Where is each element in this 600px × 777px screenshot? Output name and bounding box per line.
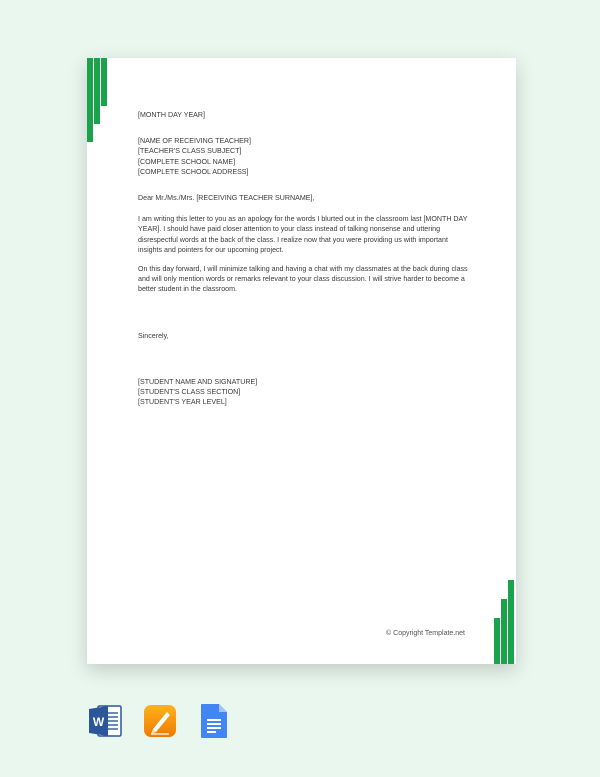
- signature-line: [STUDENT'S YEAR LEVEL]: [138, 398, 227, 407]
- decorative-bar: [494, 618, 500, 664]
- decorative-bar: [501, 599, 507, 664]
- svg-text:W: W: [92, 715, 105, 729]
- decorative-bar: [87, 58, 93, 142]
- paragraph: On this day forward, I will minimize talking and having a chat with my classmates at the back during class and will only mention words or remarks relevant to your class discussion. I will strive harder to become a better student in the classroom.: [138, 265, 468, 294]
- signature-line: [STUDENT'S CLASS SECTION]: [138, 388, 241, 397]
- pages-icon[interactable]: [142, 703, 178, 739]
- closing: Sincerely,: [138, 331, 169, 340]
- decorative-bar: [94, 58, 100, 124]
- word-icon[interactable]: [87, 703, 123, 739]
- salutation: Dear Mr./Ms./Mrs. [RECEIVING TEACHER SURNAME],: [138, 194, 315, 203]
- signature-line: [STUDENT NAME AND SIGNATURE]: [138, 377, 258, 386]
- paragraph: I am writing this letter to you as an apology for the words I blurted out in the classroom last [MONTH DAY YEAR]. I should have paid closer attention to your class instead of talking nonsense and uttering disrespectful words at the back of the class. I realize now that you were providing us with important insights and pointers for our upcoming project.: [138, 215, 468, 254]
- letter-date: [MONTH DAY YEAR]: [138, 111, 206, 119]
- letter-body: [138, 110, 468, 407]
- google-docs-icon[interactable]: [199, 703, 229, 739]
- decorative-bar: [508, 580, 514, 664]
- decorative-bar: [101, 58, 107, 106]
- recipient-line: [COMPLETE SCHOOL ADDRESS]: [138, 167, 249, 176]
- copyright-text: © Copyright Template.net: [386, 630, 465, 637]
- recipient-line: [NAME OF RECEIVING TEACHER]: [138, 137, 251, 146]
- recipient-line: [COMPLETE SCHOOL NAME]: [138, 157, 236, 166]
- recipient-line: [TEACHER'S CLASS SUBJECT]: [138, 147, 242, 156]
- document-page: [87, 58, 516, 664]
